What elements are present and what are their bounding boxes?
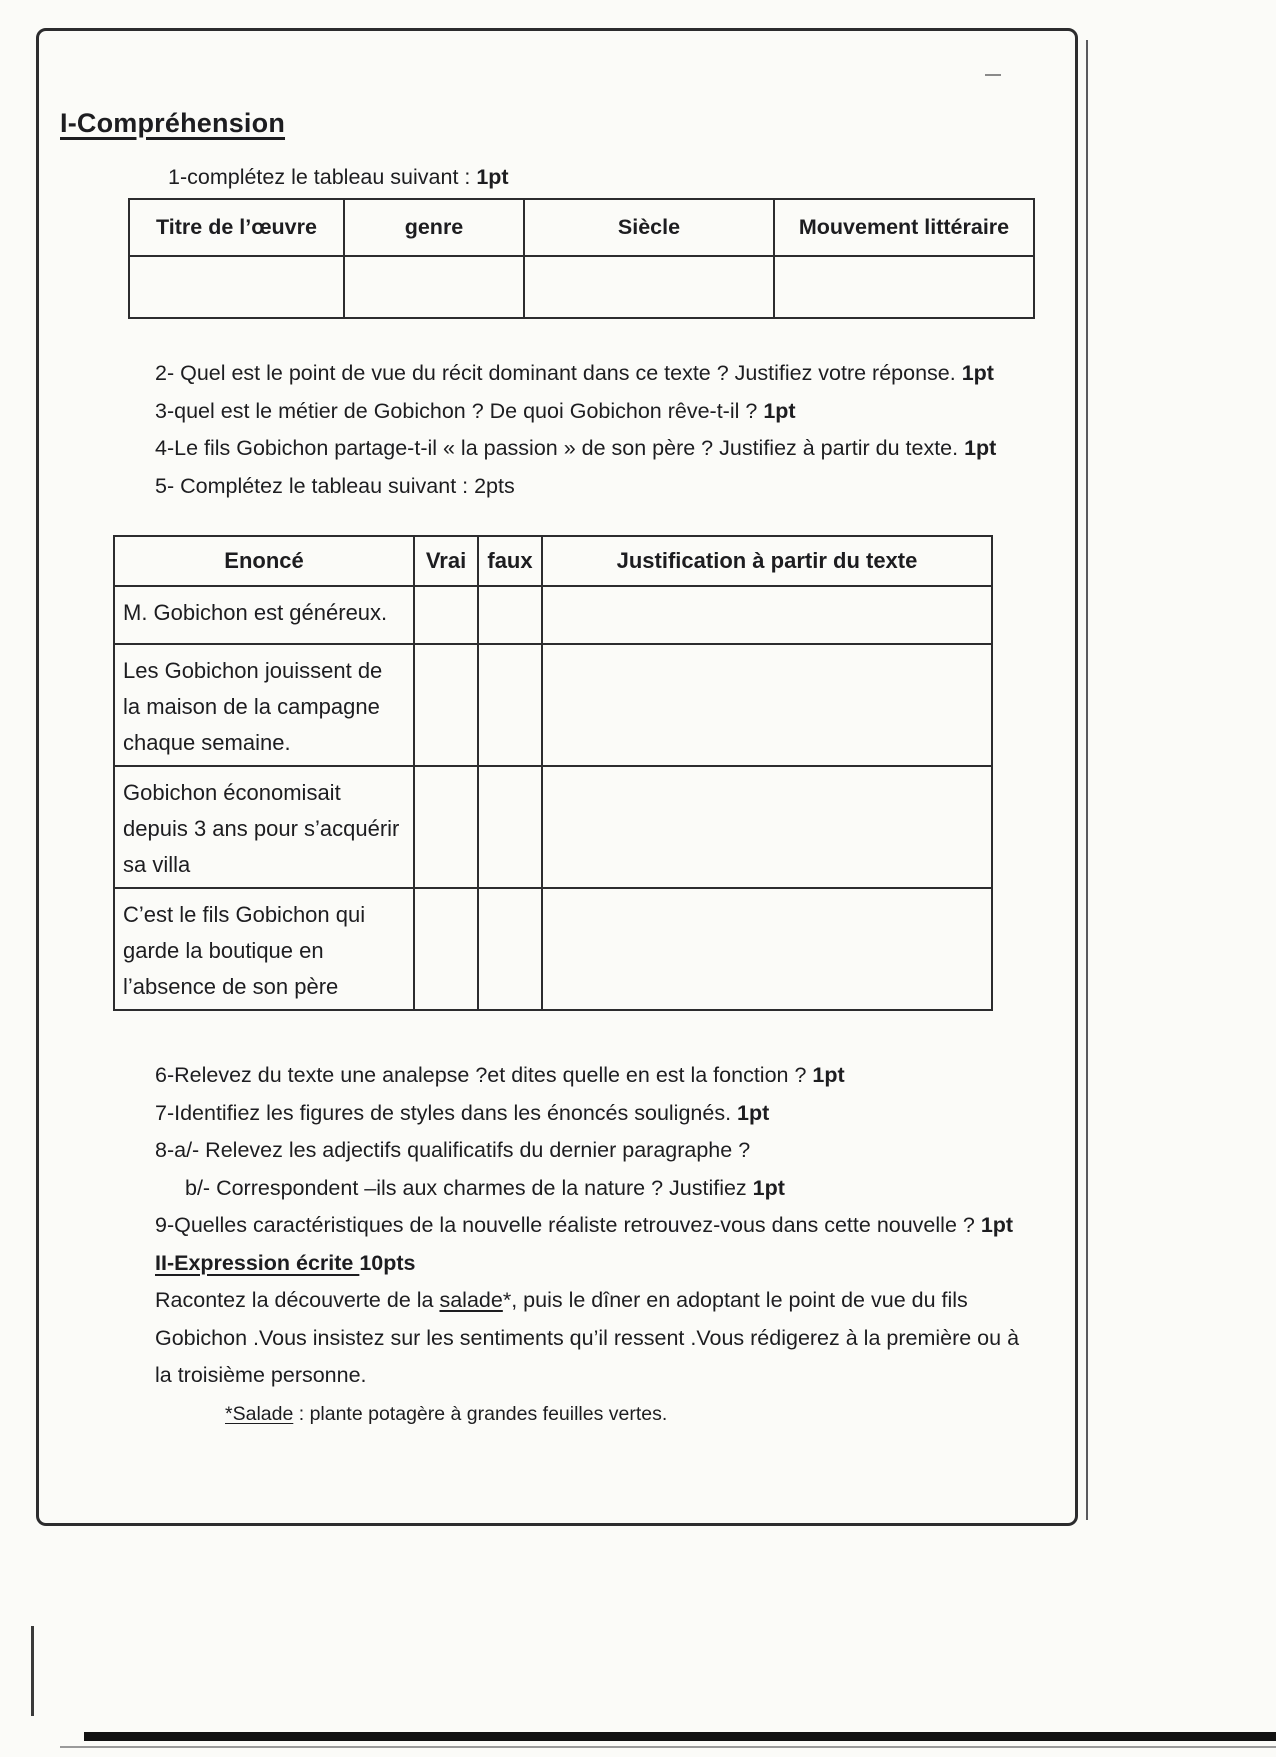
table-oeuvre (128, 198, 1035, 319)
question-1-points: 1pt (476, 165, 509, 189)
page-border-double-line (1086, 40, 1088, 1520)
vrai-cell (414, 644, 478, 766)
section-expression-points: 10pts (359, 1250, 416, 1275)
expression-asterisk: * (502, 1288, 512, 1312)
question-3-text: 3-quel est le métier de Gobichon ? De quoi Gobichon rêve-t-il ? (155, 398, 764, 423)
section-title-expression-text: II-Expression écrite (155, 1250, 360, 1275)
scan-edge-bar (84, 1732, 1276, 1741)
table-vrai-faux-header-faux: faux (478, 536, 542, 586)
statement-cell: C’est le fils Gobichon qui garde la boutique en l’absence de son père (114, 888, 414, 1010)
question-3 (155, 393, 1023, 431)
table-row (114, 766, 992, 888)
table-vrai-faux-header-row (114, 536, 992, 586)
section-title-expression (155, 1245, 1023, 1283)
expression-word-salade: salade (439, 1288, 503, 1312)
question-7-text: 7-Identifiez les figures de styles dans les énoncés soulignés. (155, 1100, 738, 1125)
table-row (114, 586, 992, 644)
exam-content (60, 96, 1050, 1433)
table-oeuvre-answer-row (129, 256, 1034, 318)
question-8a (155, 1132, 1023, 1170)
statement-cell: Gobichon économisait depuis 3 ans pour s’acquérir sa villa (114, 766, 414, 888)
question-7-points: 1pt (737, 1100, 770, 1125)
answer-cell (524, 256, 774, 318)
question-4-text: 4-Le fils Gobichon partage-t-il « la passion » de son père ? Justifiez à partir du texte. (155, 436, 965, 460)
table-oeuvre-header-titre: Titre de l’œuvre (129, 199, 344, 256)
vrai-cell (414, 586, 478, 644)
table-vrai-faux (113, 535, 993, 1011)
faux-cell (478, 888, 542, 1010)
question-9-text: 9-Quelles caractéristiques de la nouvelle réaliste retrouvez-vous dans cette nouvelle ? (155, 1213, 981, 1237)
table-row (114, 888, 992, 1010)
question-1 (168, 165, 1050, 190)
table-vrai-faux-header-vrai: Vrai (414, 536, 478, 586)
answer-cell (129, 256, 344, 318)
question-6 (155, 1057, 1023, 1095)
question-5 (155, 468, 1023, 506)
footnote-salade-term: *Salade (225, 1402, 294, 1425)
question-2-points: 1pt (961, 361, 994, 385)
question-2 (155, 355, 1023, 393)
table-vrai-faux-header-enonce: Enoncé (114, 536, 414, 586)
questions-2-5 (155, 355, 1023, 505)
scan-artifact-left-mark (31, 1626, 34, 1716)
faux-cell (478, 644, 542, 766)
vrai-cell (414, 766, 478, 888)
question-8a-text: 8-a/- Relevez les adjectifs qualificatifs du dernier paragraphe ? (155, 1138, 751, 1162)
question-6-points: 1pt (812, 1063, 845, 1087)
expression-text-before: Racontez la découverte de la (155, 1288, 440, 1312)
justification-cell (542, 644, 992, 766)
table-oeuvre-header-mouvement: Mouvement littéraire (774, 199, 1034, 256)
question-4-points: 1pt (964, 436, 997, 460)
expression-text-after: , puis le dîner en adoptant le point de vue du fils Gobichon .Vous insistez sur les sentiments qu’il ressent .Vous rédigerez à la première ou à la troisième personne. (155, 1288, 1020, 1387)
expression-instructions (155, 1282, 1023, 1395)
footnote-salade (155, 1395, 1023, 1433)
section-title-comprehension: I-Compréhension (60, 108, 286, 138)
answer-cell (774, 256, 1034, 318)
question-7 (155, 1095, 1023, 1133)
faux-cell (478, 586, 542, 644)
statement-cell: M. Gobichon est généreux. (114, 586, 414, 644)
question-8b-points: 1pt (752, 1175, 785, 1200)
question-2-text: 2- Quel est le point de vue du récit dominant dans ce texte ? Justifiez votre réponse. (155, 361, 962, 385)
footnote-salade-definition: : plante potagère à grandes feuilles vertes. (293, 1402, 668, 1425)
questions-6-9-and-expression (155, 1057, 1023, 1433)
question-1-text: 1-complétez le tableau suivant : (168, 165, 477, 189)
vrai-cell (414, 888, 478, 1010)
table-oeuvre-header-genre: genre (344, 199, 524, 256)
statement-cell: Les Gobichon jouissent de la maison de la campagne chaque semaine. (114, 644, 414, 766)
scan-edge-line (60, 1746, 1276, 1748)
question-3-points: 1pt (763, 398, 796, 423)
question-5-text: 5- Complétez le tableau suivant : 2pts (155, 473, 515, 498)
question-9 (155, 1207, 1023, 1245)
faux-cell (478, 766, 542, 888)
question-9-points: 1pt (980, 1213, 1014, 1237)
table-vrai-faux-header-justification: Justification à partir du texte (542, 536, 992, 586)
question-6-text: 6-Relevez du texte une analepse ?et dites quelle en est la fonction ? (155, 1063, 813, 1087)
table-oeuvre-header-siecle: Siècle (524, 199, 774, 256)
justification-cell (542, 888, 992, 1010)
table-oeuvre-header-row (129, 199, 1034, 256)
scan-artifact-dash (985, 74, 1001, 76)
question-8b-text: b/- Correspondent –ils aux charmes de la nature ? Justifiez (185, 1175, 753, 1200)
justification-cell (542, 586, 992, 644)
justification-cell (542, 766, 992, 888)
answer-cell (344, 256, 524, 318)
table-row (114, 644, 992, 766)
question-8b (155, 1170, 1023, 1208)
question-4 (155, 430, 1023, 468)
